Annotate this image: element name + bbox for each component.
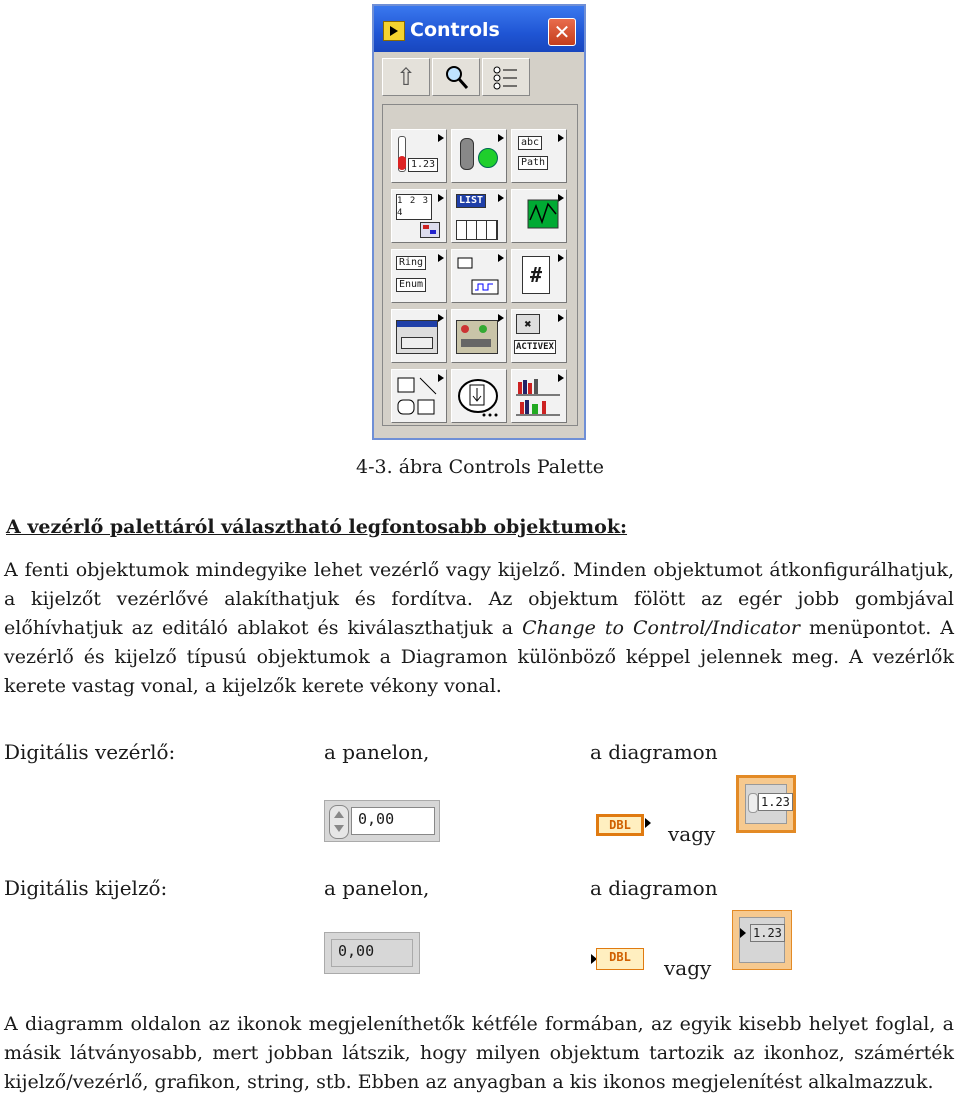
io-icon: [456, 254, 502, 298]
close-button[interactable]: ✕: [548, 18, 576, 46]
controls-palette-window: [372, 4, 586, 440]
numeric-indicator-terminal-icon[interactable]: [732, 910, 792, 970]
array-cluster-item[interactable]: [391, 189, 447, 243]
string-path-item[interactable]: [511, 129, 567, 183]
libraries-icon: [516, 374, 562, 420]
path-label: Path: [518, 156, 548, 170]
digital-control-label: Digitális vezérlő:: [4, 740, 176, 764]
up-arrow-button[interactable]: [382, 58, 430, 96]
intro-text-start: A fenti objektumok mindegyike lehet vezérlő vagy kijelző. Minden objektumot átkonfigurálhatjuk, a kijelzőt vezérlővé alakíthatjuk és fordítva. Az objektum fölött az egér jobb gombjával előhívhatjuk az editáló ablakot és kiválaszthatjuk a: [4, 559, 954, 639]
menu-item-name: Change to Control/Indicator: [522, 617, 800, 639]
dbl-indicator-terminal[interactable]: [596, 948, 644, 970]
up-arrow-icon: ⇧: [395, 63, 417, 91]
increment-decrement-button[interactable]: [329, 805, 349, 839]
select-control-icon: [456, 374, 502, 420]
indicator-panel-label: a panelon,: [324, 876, 430, 900]
enum-label: Enum: [396, 278, 426, 292]
dbl-control-text: DBL: [609, 818, 631, 832]
control-diagram-label: a diagramon: [590, 740, 718, 764]
labview-app-icon: [383, 21, 405, 41]
classic-controls-item[interactable]: [451, 309, 507, 363]
list-table-item[interactable]: [451, 189, 507, 243]
intro-paragraph: [4, 556, 954, 701]
graph-item[interactable]: [511, 189, 567, 243]
palette-titlebar[interactable]: [374, 6, 584, 52]
ring-label: Ring: [396, 256, 426, 270]
control-output-arrow-icon: [645, 818, 651, 828]
activex-item[interactable]: ✖ ACTIVEX: [511, 309, 567, 363]
digital-indicator-label: Digitális kijelző:: [4, 876, 168, 900]
numeric-indicator-panel: [324, 932, 420, 974]
refnum-item[interactable]: [511, 249, 567, 303]
search-button[interactable]: [432, 58, 480, 96]
user-libraries-item[interactable]: [511, 369, 567, 423]
palette-icon-grid: [382, 104, 578, 426]
ring-enum-item[interactable]: [391, 249, 447, 303]
boolean-controls-item[interactable]: [451, 129, 507, 183]
numeric-controls-item[interactable]: [391, 129, 447, 183]
numeric-value: 1.23: [408, 158, 438, 172]
string-label: abc: [518, 136, 542, 150]
dbl-indicator-text: DBL: [609, 950, 631, 964]
figure-caption: 4-3. ábra Controls Palette: [356, 456, 604, 478]
control-or-text: vagy: [668, 822, 716, 846]
io-item[interactable]: [451, 249, 507, 303]
control-panel-label: a panelon,: [324, 740, 430, 764]
control-terminal-value: 1.23: [758, 793, 793, 811]
array-values: 1 2 3 4: [396, 194, 432, 220]
list-label: LIST: [456, 194, 486, 208]
graph-icon: [516, 194, 562, 238]
indicator-diagram-label: a diagramon: [590, 876, 718, 900]
options-button[interactable]: [482, 58, 530, 96]
indicator-or-text: vagy: [664, 956, 712, 980]
refnum-symbol: #: [522, 256, 550, 294]
indicator-terminal-value: 1.23: [750, 924, 785, 942]
decorations-icon: [396, 374, 442, 420]
numeric-control-panel: [324, 800, 440, 842]
palette-title: Controls: [410, 19, 500, 41]
section-heading: A vezérlő palettáról választható legfontosabb objektumok:: [6, 516, 628, 538]
closing-paragraph: A diagramm oldalon az ikonok megjeleníthetők kétféle formában, az egyik kisebb helyet foglal, a másik látványosabb, mert jobban látszik, hogy milyen objektum tartozik az ikonhoz, számérték kijelző/vezérlő, grafikon, string, stb. Ebben az anyagban a kis ikonos megjelenítést alkalmazzuk.: [4, 1013, 954, 1093]
numeric-control-value[interactable]: 0,00: [351, 807, 435, 835]
dialog-controls-item[interactable]: [391, 309, 447, 363]
intro-text-end: menüpontot. A vezérlő és kijelző típusú objektumok a Diagramon különböző képpel jelennek meg. A vezérlők kerete vastag vonal, a kijelzők kerete vékony vonal.: [4, 617, 955, 697]
numeric-control-terminal-icon[interactable]: [736, 775, 796, 833]
decorations-item[interactable]: [391, 369, 447, 423]
select-control-item[interactable]: [451, 369, 507, 423]
activex-label: ACTIVEX: [516, 342, 554, 352]
search-icon: [443, 63, 469, 91]
options-icon: [492, 63, 520, 91]
dbl-control-terminal[interactable]: [596, 814, 644, 836]
numeric-indicator-value: 0,00: [331, 939, 413, 967]
